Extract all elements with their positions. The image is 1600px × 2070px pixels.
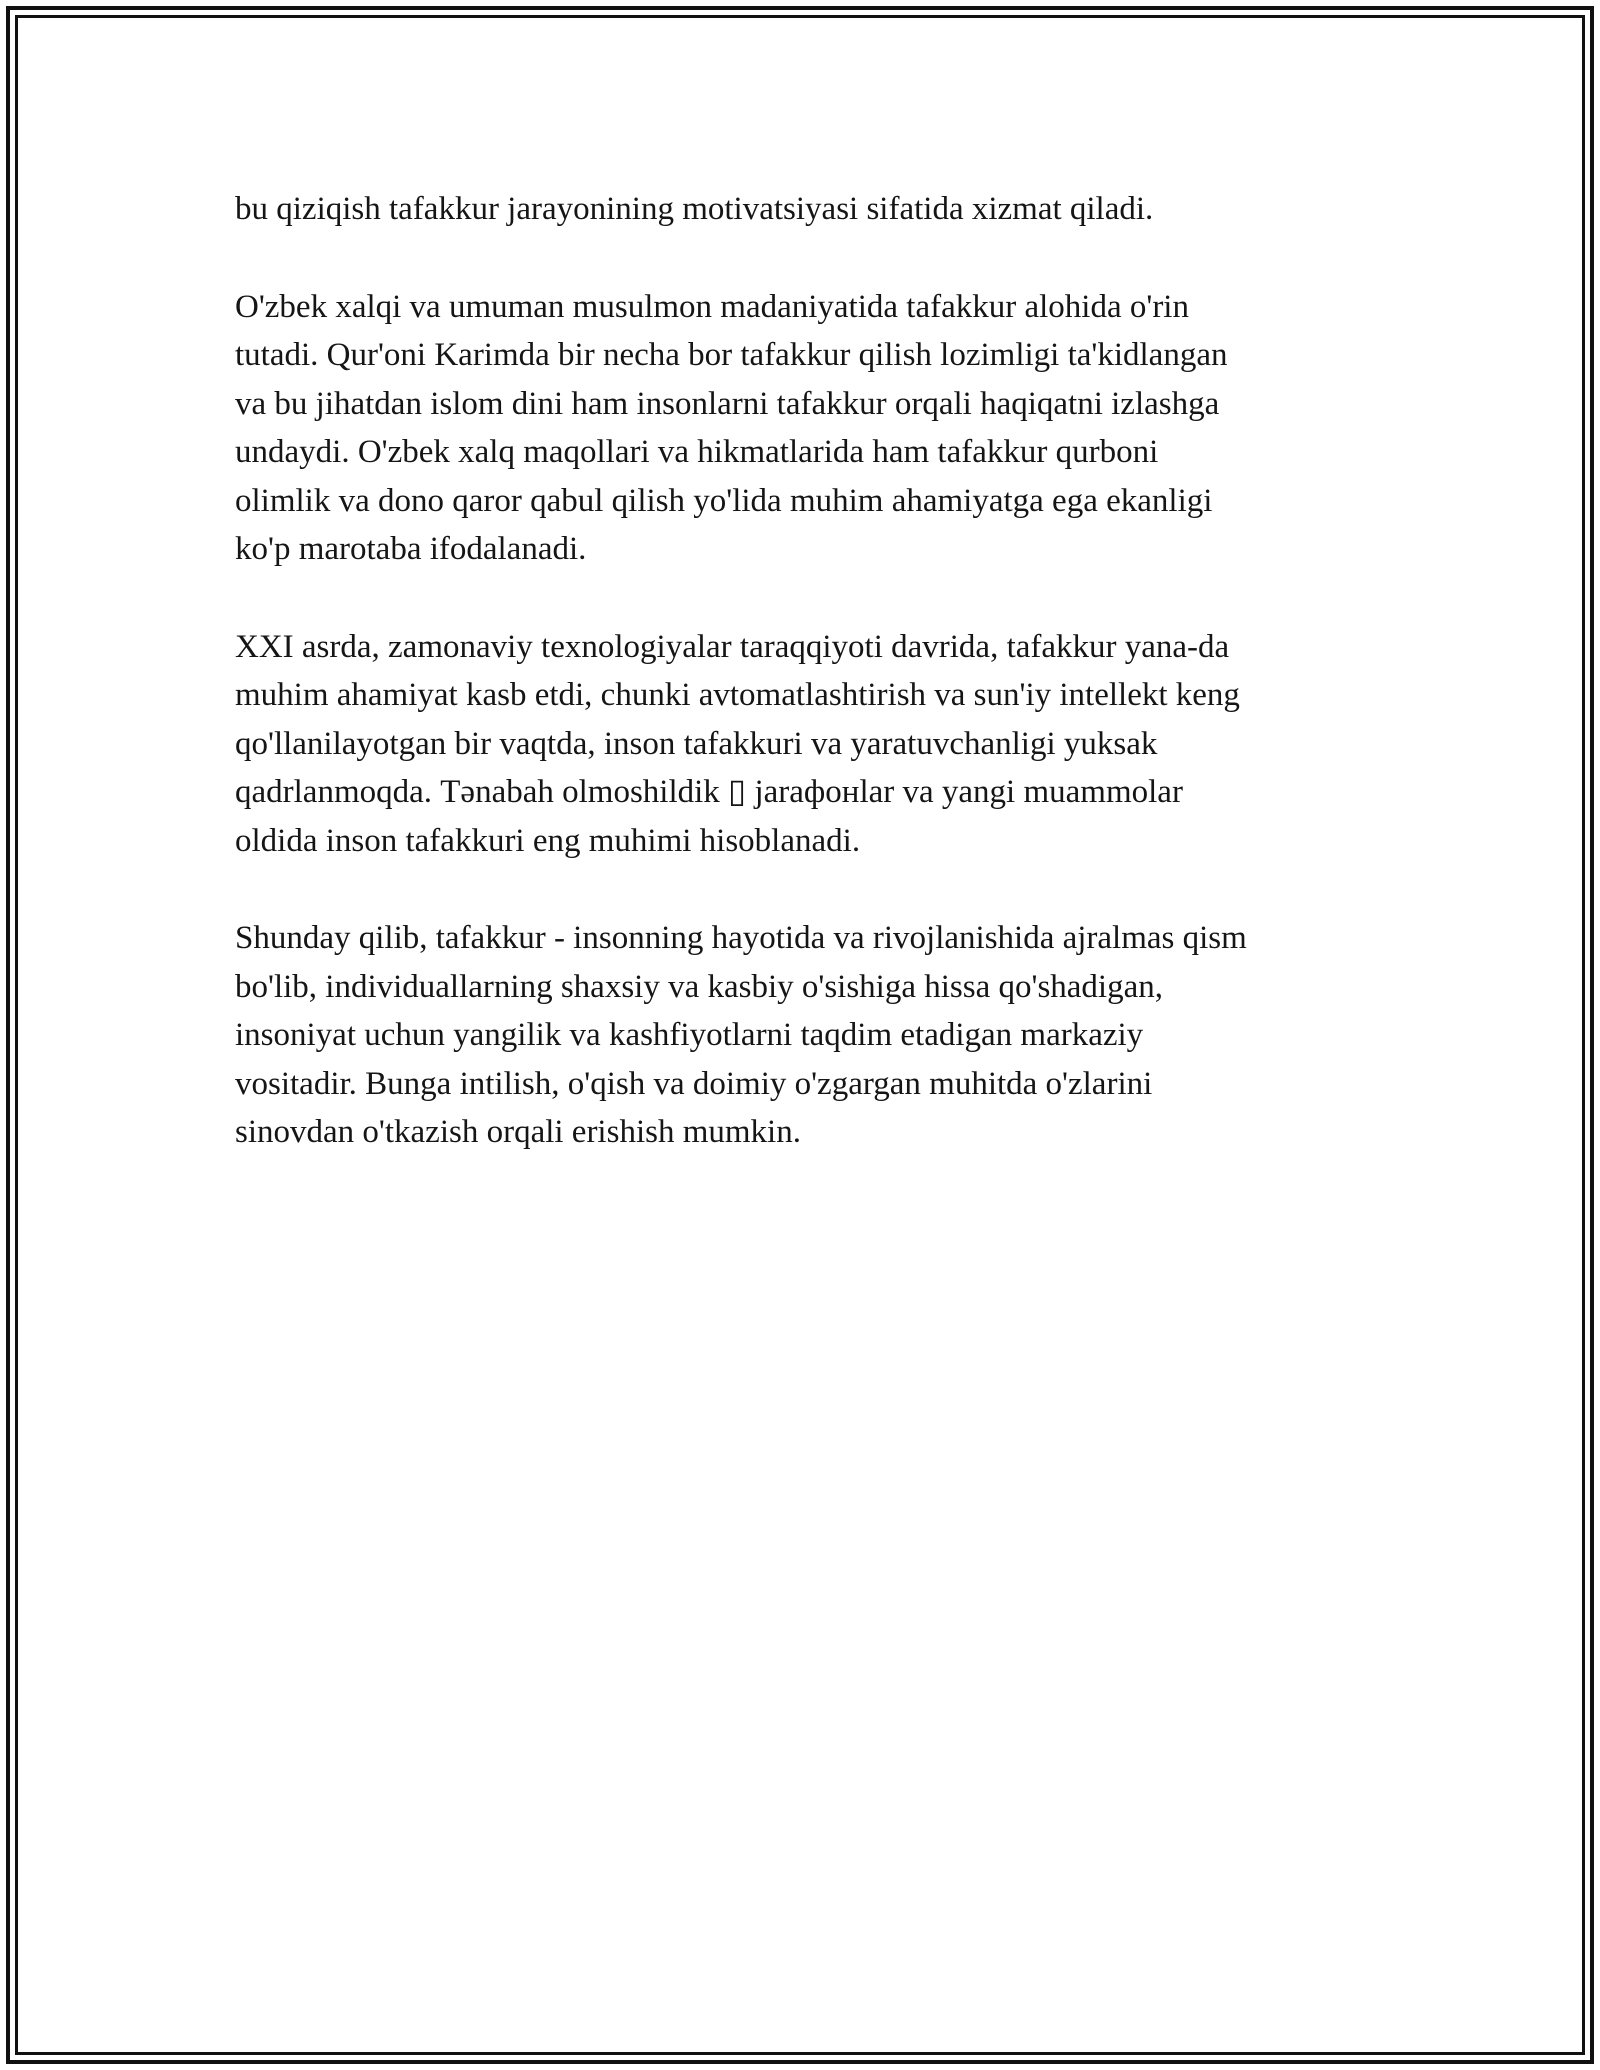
paragraph-2 <box>235 283 1375 574</box>
text-line: olimlik va dono qaror qabul qilish yo'lida muhim ahamiyatga ega ekanligi <box>235 482 1213 519</box>
text-line: undaydi. O'zbek xalq maqollari va hikmatlarida ham tafakkur qurboni <box>235 434 1159 470</box>
text-line: Shunday qilib, tafakkur - insonning hayotida va rivojlanishida ajralmas qism <box>235 920 1247 956</box>
text-line: XXI asrda, zamonaviy texnologiyalar taraqqiyoti davrida, tafakkur yana-da <box>235 628 1230 665</box>
paragraph-3 <box>235 623 1375 866</box>
text-line: qadrlanmoqda. Тәnabah olmoshildik ▯ jaraфонlar va yangi muammolar <box>235 774 1183 810</box>
text-line: insoniyat uchun yangilik va kashfiyotlarni taqdim etadigan markaziy <box>235 1017 1144 1053</box>
paragraph-1 <box>235 185 1375 234</box>
text-line: bo'lib, individuallarning shaxsiy va kasbiy o'sishiga hissa qo'shadigan, <box>235 968 1163 1005</box>
paragraph-4 <box>235 914 1375 1157</box>
text-line: muhim ahamiyat kasb etdi, chunki avtomatlashtirish va sun'iy intellekt keng <box>235 677 1240 713</box>
text-line: bu qiziqish tafakkur jarayonining motivatsiyasi sifatida xizmat qiladi. <box>235 191 1154 227</box>
text-line: ko'p marotaba ifodalanadi. <box>235 531 587 567</box>
text-line: oldida inson tafakkuri eng muhimi hisoblanadi. <box>235 822 861 859</box>
text-line: qo'llanilayotgan bir vaqtda, inson tafakkuri va yaratuvchanligi yuksak <box>235 725 1158 762</box>
document-body <box>235 185 1375 1206</box>
text-line: va bu jihatdan islom dini ham insonlarni tafakkur orqali haqiqatni izlashga <box>235 385 1220 422</box>
text-line: sinovdan o'tkazish orqali erishish mumkin. <box>235 1114 801 1150</box>
text-line: O'zbek xalqi va umuman musulmon madaniyatida tafakkur alohida o'rin <box>235 288 1189 325</box>
text-line: tutadi. Qur'oni Karimda bir necha bor tafakkur qilish lozimligi ta'kidlangan <box>235 337 1228 373</box>
text-line: vositadir. Bunga intilish, o'qish va doimiy o'zgargan muhitda o'zlarini <box>235 1065 1153 1102</box>
